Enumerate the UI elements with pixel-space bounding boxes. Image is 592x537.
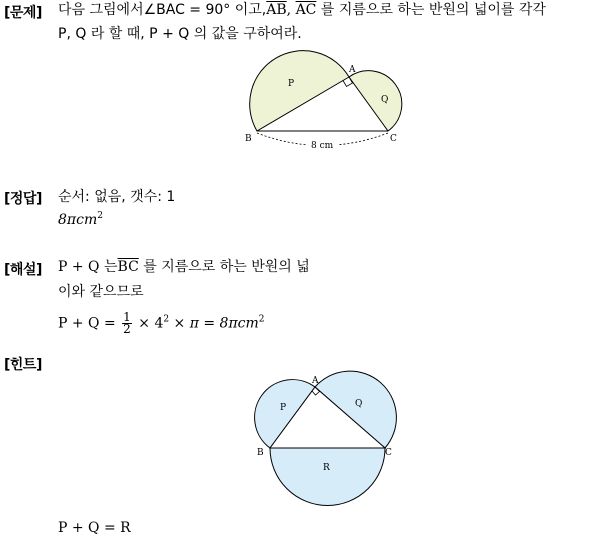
label-p: P xyxy=(280,403,287,413)
segment-ac: $\overline{AC}$ xyxy=(295,2,317,18)
label-r: R xyxy=(323,463,330,473)
fraction xyxy=(122,312,132,335)
segment-bc: $\overline{BC}$ xyxy=(117,259,139,275)
eq-mid: × 4 xyxy=(138,315,164,332)
solution-line-2: 이와 같으므로 xyxy=(58,284,144,300)
problem-comma: , xyxy=(286,2,296,18)
semicircle-p xyxy=(250,51,349,131)
answer-info: 순서: 없음, 갯수: 1 xyxy=(58,189,176,205)
answer-value-text: 8πcm xyxy=(58,212,98,228)
problem-figure xyxy=(240,55,420,155)
solution-text-pre: P + Q 는 xyxy=(58,259,118,275)
solution-label: [해설] xyxy=(4,262,42,278)
label-q: Q xyxy=(355,399,363,409)
problem-text-post: 를 지름으로 하는 반원의 넓이를 각각 xyxy=(316,2,546,18)
label-a: A xyxy=(312,376,319,386)
label-length: 8 cm xyxy=(311,141,334,151)
answer-label: [정답] xyxy=(4,191,42,207)
answer-exp: 2 xyxy=(97,211,103,221)
semicircle-r xyxy=(270,448,385,505)
problem-line-2: P, Q 라 할 때, P + Q 의 값을 구하여라. xyxy=(58,26,302,42)
hint-figure xyxy=(245,370,415,515)
problem-label: [문제] xyxy=(4,5,42,21)
label-b: B xyxy=(257,448,264,458)
frac-num: 1 xyxy=(123,310,131,324)
eq-pre: P + Q = xyxy=(58,315,116,332)
problem-text-pre: 다음 그림에서∠BAC = 90° 이고, xyxy=(58,2,267,18)
label-a: A xyxy=(349,65,356,75)
problem-line-1 xyxy=(58,1,546,19)
label-c: C xyxy=(390,134,397,144)
hint-conclusion: P + Q = R xyxy=(58,520,131,536)
solution-equation xyxy=(58,312,265,335)
label-q: Q xyxy=(381,95,389,105)
solution-line-1 xyxy=(58,258,310,276)
label-p: P xyxy=(288,79,295,89)
label-c: C xyxy=(385,448,392,458)
segment-ab: $\overline{AB}$ xyxy=(266,2,287,18)
semicircle-q xyxy=(349,71,402,131)
eq-exp: 2 xyxy=(163,314,170,325)
eq-exp-2: 2 xyxy=(258,314,265,325)
frac-den: 2 xyxy=(123,322,131,336)
solution-text-post: 를 지름으로 하는 반원의 넓 xyxy=(138,259,310,275)
label-b: B xyxy=(245,134,252,144)
answer-value xyxy=(58,211,103,229)
hint-label: [힌트] xyxy=(4,357,42,373)
eq-post: × π = 8πcm xyxy=(169,315,259,332)
